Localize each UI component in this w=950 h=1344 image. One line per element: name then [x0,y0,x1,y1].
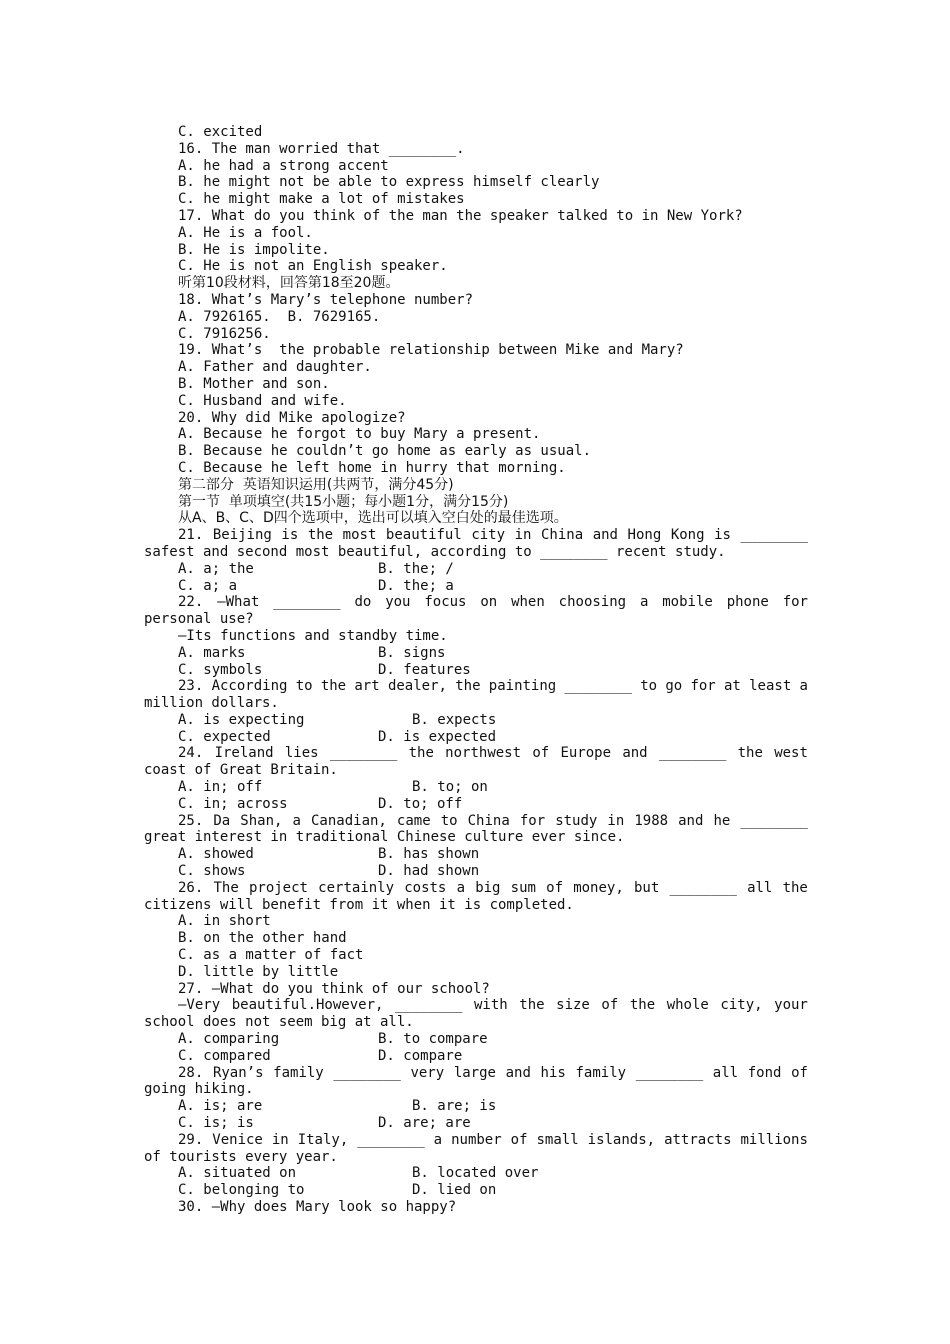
text-line: A. Because he forgot to buy Mary a present. [178,426,541,443]
section-heading-line: 听第10段材料，回答第18至20题。 [178,275,400,292]
option-right: D. lied on [412,1182,497,1199]
text-line: A. 7926165. B. 7629165. [178,308,381,325]
text-line: C. he might make a lot of mistakes [178,191,465,208]
text-line: D. little by little [178,963,339,980]
options-line [144,662,808,679]
question-line: 28. Ryan’s family ________ very large and his family ________ all fond of [178,1064,808,1081]
text-line: A. Father and daughter. [178,359,372,376]
text-line: B. Because he couldn’t go home as early as usual. [178,443,592,460]
options-line [144,1165,808,1182]
text-line: C. Husband and wife. [178,392,347,409]
option-right: D. the; a [378,577,454,594]
text-line: 30. —Why does Mary look so happy? [178,1199,457,1215]
option-left: C. symbols [178,661,263,678]
option-right: D. is expected [378,728,497,745]
options-line [144,846,808,863]
text-line: C. He is not an English speaker. [178,258,448,275]
option-right: B. has shown [378,846,480,863]
question-line: 23. According to the art dealer, the painting ________ to go for at least a [178,678,808,695]
option-left: C. shows [178,863,246,880]
text-line-continuation: personal use? [144,611,254,628]
text-line-continuation: of tourists every year. [144,1148,338,1165]
option-right: B. to; on [412,779,488,796]
text-line: C. 7916256. [178,325,271,342]
option-left: A. is; are [178,1098,263,1115]
section-heading-line: 第一节 单项填空(共15小题；每小题1分，满分15分) [178,493,509,510]
text-line: C. as a matter of fact [178,947,364,964]
text-line: 19. What’s the probable relationship between Mike and Mary? [178,342,684,359]
option-right: B. located over [412,1165,539,1182]
options-line [144,1048,808,1065]
text-line: B. on the other hand [178,930,347,947]
text-line: A. He is a fool. [178,224,313,241]
option-left: A. a; the [178,560,254,577]
question-line: 25. Da Shan, a Canadian, came to China for study in 1988 and he ________ [178,812,808,829]
options-line [144,729,808,746]
text-line-continuation: million dollars. [144,695,279,712]
question-line: —Very beautiful.However, ________ with the size of the whole city, your [178,997,808,1014]
option-right: B. are; is [412,1098,497,1115]
question-line: 26. The project certainly costs a big sum of money, but ________ all the [178,879,808,896]
text-line-continuation: citizens will benefit from it when it is completed. [144,896,574,913]
options-line [144,1031,808,1048]
text-line-continuation: going hiking. [144,1081,254,1098]
option-left: C. expected [178,728,271,745]
options-line [144,1182,808,1199]
text-line: 16. The man worried that ________. [178,140,465,157]
option-right: B. expects [412,711,497,728]
option-left: C. belonging to [178,1182,305,1199]
options-line [144,863,808,880]
section-heading-line: 第二部分 英语知识运用(共两节，满分45分) [178,476,454,493]
text-line-continuation: great interest in traditional Chinese culture ever since. [144,829,625,846]
text-line: A. he had a strong accent [178,157,389,174]
option-left: C. compared [178,1047,271,1064]
option-left: A. in; off [178,779,263,796]
text-line: —Its functions and standby time. [178,627,448,644]
option-right: D. are; are [378,1115,471,1132]
option-left: A. situated on [178,1165,297,1182]
question-line: 22. —What ________ do you focus on when choosing a mobile phone for [178,594,808,611]
option-right: B. to compare [378,1031,488,1048]
text-line: 18. What’s Mary’s telephone number? [178,291,474,308]
text-line: C. Because he left home in hurry that morning. [178,459,566,476]
option-left: C. in; across [178,795,288,812]
text-line: B. He is impolite. [178,241,330,258]
options-line [144,1115,808,1132]
option-left: A. is expecting [178,711,305,728]
options-line [144,779,808,796]
options-line [144,645,808,662]
exam-text-body [144,124,808,1216]
text-line: 27. —What do you think of our school? [178,980,490,997]
option-left: C. is; is [178,1115,254,1132]
option-right: B. the; / [378,560,454,577]
option-left: A. comparing [178,1031,280,1048]
option-left: C. a; a [178,577,238,594]
question-line: 21. Beijing is the most beautiful city in China and Hong Kong is ________ [178,527,808,544]
option-right: D. to; off [378,795,463,812]
text-line: C. excited [178,124,263,140]
option-right: D. compare [378,1047,463,1064]
option-right: D. features [378,661,471,678]
text-line-continuation: coast of Great Britain. [144,762,338,779]
option-left: A. marks [178,644,246,661]
text-line: A. in short [178,913,271,930]
text-line-continuation: safest and second most beautiful, according to ________ recent study. [144,543,726,560]
options-line [144,578,808,595]
section-heading-line: 从A、B、C、D四个选项中，选出可以填入空白处的最佳选项。 [178,510,568,527]
text-line: B. he might not be able to express himself clearly [178,174,600,191]
options-line [144,712,808,729]
options-line [144,1098,808,1115]
text-line: 20. Why did Mike apologize? [178,409,406,426]
option-left: A. showed [178,846,254,863]
options-line [144,561,808,578]
text-line: 17. What do you think of the man the speaker talked to in New York? [178,207,743,224]
question-line: 24. Ireland lies ________ the northwest of Europe and ________ the west [178,745,808,762]
option-right: D. had shown [378,863,480,880]
options-line [144,796,808,813]
text-line: B. Mother and son. [178,375,330,392]
text-line-continuation: school does not seem big at all. [144,1014,414,1031]
question-line: 29. Venice in Italy, ________ a number of small islands, attracts millions [178,1131,808,1148]
option-right: B. signs [378,644,446,661]
